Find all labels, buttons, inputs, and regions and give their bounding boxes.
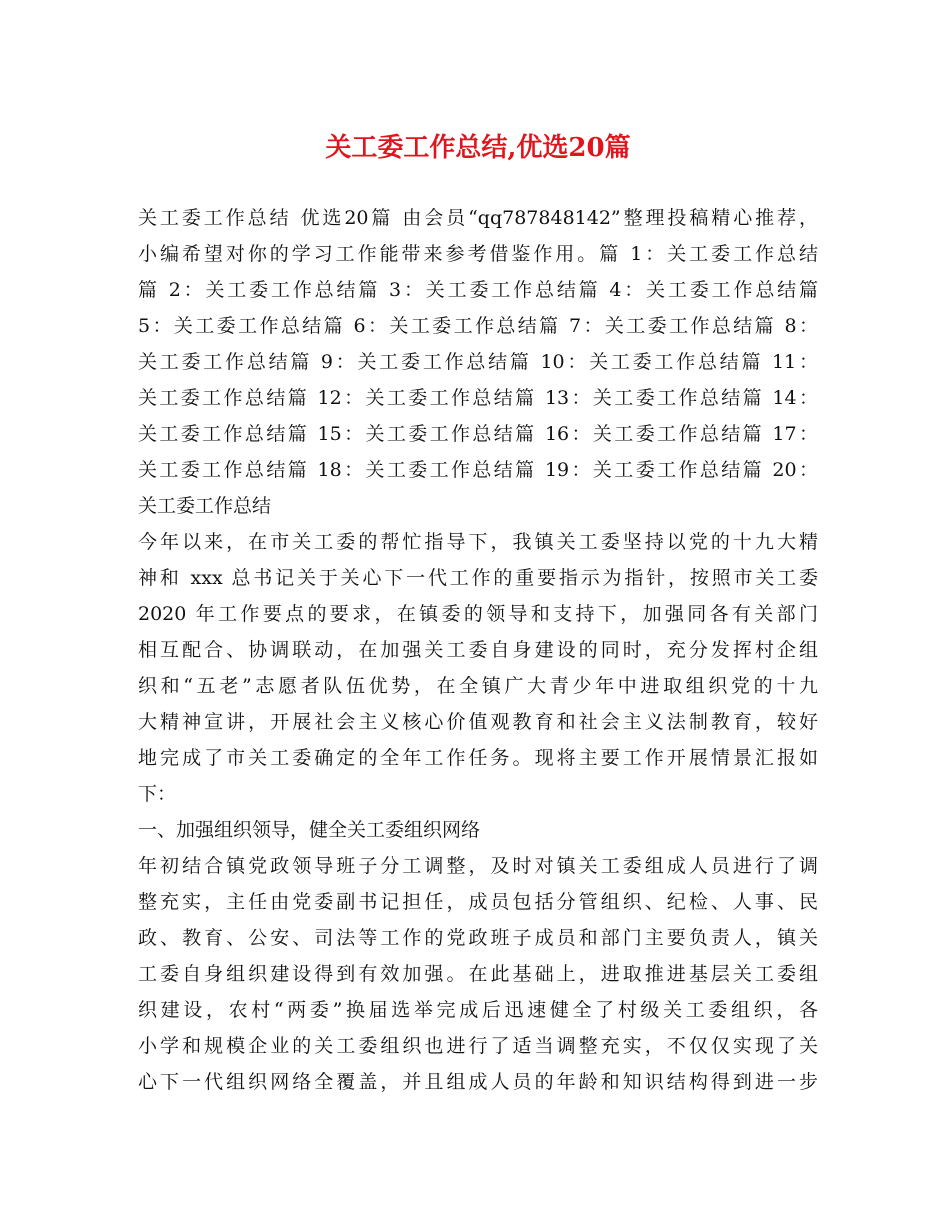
text-line: 下：	[138, 783, 177, 805]
text-line: 工委自身组织建设得到有效加强。在此基础上，进取推进基层关工委组	[138, 963, 818, 985]
text-line: 今年以来，在市关工委的帮忙指导下，我镇关工委坚持以党的十九大精	[138, 531, 818, 553]
text-line: 关工委工作总结篇 15：关工委工作总结篇 16：关工委工作总结篇 17：	[138, 423, 818, 445]
text-line: 关工委工作总结篇 12：关工委工作总结篇 13：关工委工作总结篇 14：	[138, 387, 818, 409]
text-line: 一、加强组织领导，健全关工委组织网络	[138, 819, 481, 841]
text-line: 相互配合、协调联动，在加强关工委自身建设的同时，充分发挥村企组	[138, 639, 818, 661]
text-line: 关工委工作总结	[138, 495, 272, 517]
text-line: 关工委工作总结篇 18：关工委工作总结篇 19：关工委工作总结篇 20：	[138, 459, 818, 481]
text-line: 地完成了市关工委确定的全年工作任务。现将主要工作开展情景汇报如	[138, 747, 818, 769]
text-line: 关工委工作总结篇 9：关工委工作总结篇 10：关工委工作总结篇 11：	[138, 351, 818, 373]
text-line: 关工委工作总结 优选20篇 由会员“qq787848142”整理投稿精心推荐，	[138, 207, 818, 229]
text-line: 2020 年工作要点的要求，在镇委的领导和支持下，加强同各有关部门	[138, 603, 818, 625]
text-line: 5：关工委工作总结篇 6：关工委工作总结篇 7：关工委工作总结篇 8：	[138, 315, 818, 337]
text-line: 小编希望对你的学习工作能带来参考借鉴作用。篇 1：关工委工作总结	[138, 243, 818, 265]
text-line: 织建设，农村“两委”换届选举完成后迅速健全了村级关工委组织，各	[138, 999, 818, 1021]
text-line: 心下一代组织网络全覆盖，并且组成人员的年龄和知识结构得到进一步	[138, 1071, 818, 1093]
text-line: 神和 xxx 总书记关于关心下一代工作的重要指示为指针，按照市关工委	[138, 567, 818, 589]
document-body	[138, 200, 818, 1100]
document-page	[138, 0, 818, 1230]
text-line: 织和“五老”志愿者队伍优势，在全镇广大青少年中进取组织党的十九	[138, 675, 818, 697]
text-line: 整充实，主任由党委副书记担任，成员包括分管组织、纪检、人事、民	[138, 891, 818, 913]
text-line: 大精神宣讲，开展社会主义核心价值观教育和社会主义法制教育，较好	[138, 711, 818, 733]
document-title: 关工委工作总结,优选20篇	[325, 133, 631, 163]
text-line: 篇 2：关工委工作总结篇 3：关工委工作总结篇 4：关工委工作总结篇	[138, 279, 818, 301]
text-line: 年初结合镇党政领导班子分工调整，及时对镇关工委组成人员进行了调	[138, 855, 818, 877]
text-line: 政、教育、公安、司法等工作的党政班子成员和部门主要负责人，镇关	[138, 927, 818, 949]
text-line: 小学和规模企业的关工委组织也进行了适当调整充实，不仅仅实现了关	[138, 1035, 818, 1057]
